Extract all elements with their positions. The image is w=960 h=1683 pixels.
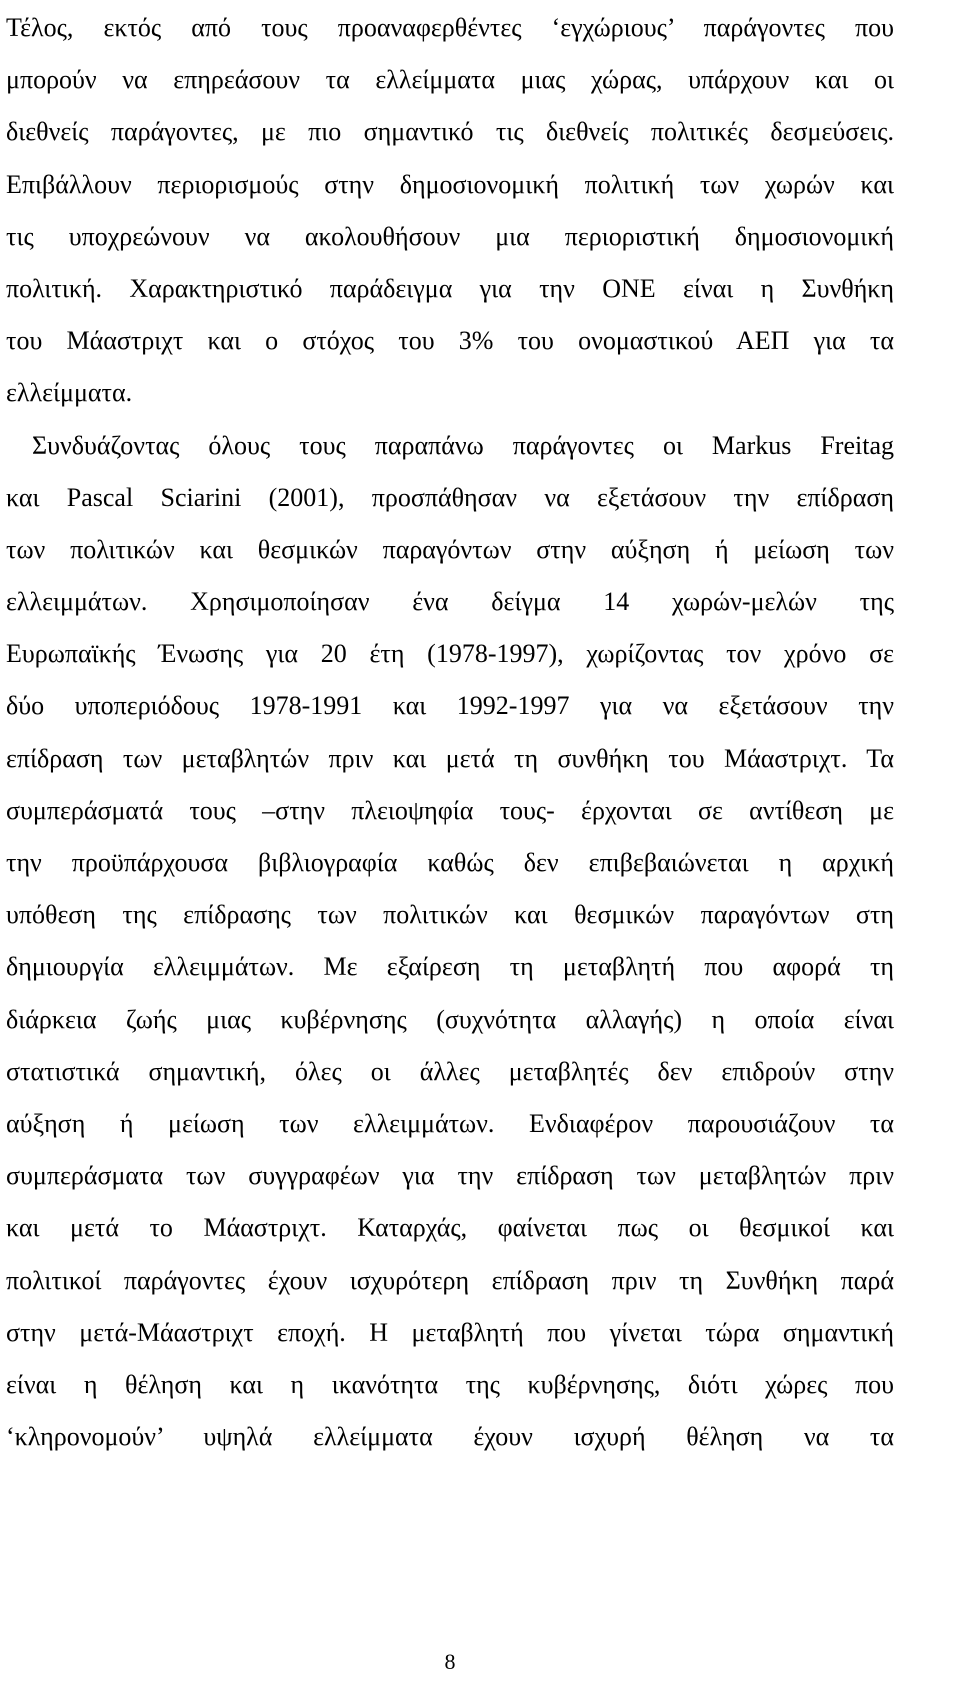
text-line: και Pascal Sciarini (2001), προσπάθησαν να εξετάσουν την επίδραση xyxy=(6,482,894,512)
text-line: πολιτική. Χαρακτηριστικό παράδειγμα για την ΟΝΕ είναι η Συνθήκη xyxy=(6,273,894,303)
body-text xyxy=(6,2,894,1463)
text-line: επίδραση των μεταβλητών πριν και μετά τη συνθήκη του Μάαστριχτ. Τα xyxy=(6,743,894,773)
text-line: στην μετά-Μάαστριχτ εποχή. Η μεταβλητή που γίνεται τώρα σημαντική xyxy=(6,1317,894,1347)
text-line: και μετά το Μάαστριχτ. Καταρχάς, φαίνεται πως οι θεσμικοί και xyxy=(6,1213,894,1243)
text-line: αύξηση ή μείωση των ελλειμμάτων. Ενδιαφέρον παρουσιάζουν τα xyxy=(6,1108,894,1138)
text-line: συμπεράσματά τους –στην πλειοψηφία τους- έρχονται σε αντίθεση με xyxy=(6,795,894,825)
text-line: ελλείμματα. xyxy=(6,378,133,408)
text-line: συμπεράσματα των συγγραφέων για την επίδραση των μεταβλητών πριν xyxy=(6,1161,894,1191)
text-line: μπορούν να επηρεάσουν τα ελλείμματα μιας χώρας, υπάρχουν και οι xyxy=(6,65,894,95)
text-line: διάρκεια ζωής μιας κυβέρνησης (συχνότητα αλλαγής) η οποία είναι xyxy=(6,1004,894,1034)
text-line: Ευρωπαϊκής Ένωσης για 20 έτη (1978-1997), χωρίζοντας τον χρόνο σε xyxy=(6,639,894,669)
text-line: του Μάαστριχτ και ο στόχος του 3% του ονομαστικού ΑΕΠ για τα xyxy=(6,326,894,356)
text-line: Επιβάλλουν περιορισμούς στην δημοσιονομική πολιτική των χωρών και xyxy=(6,169,894,199)
page-number: 8 xyxy=(444,1649,456,1674)
text-line: ‘κληρονομούν’ υψηλά ελλείμματα έχουν ισχυρή θέληση να τα xyxy=(6,1422,894,1452)
text-line: την προϋπάρχουσα βιβλιογραφία καθώς δεν επιβεβαιώνεται η αρχική xyxy=(6,848,894,877)
text-line: Τέλος, εκτός από τους προαναφερθέντες ‘εγχώριους’ παράγοντες που xyxy=(6,13,894,42)
text-line: στατιστικά σημαντική, όλες οι άλλες μεταβλητές δεν επιδρούν στην xyxy=(6,1056,894,1086)
text-line: είναι η θέληση και η ικανότητα της κυβέρνησης, διότι χώρες που xyxy=(6,1369,894,1399)
text-line: πολιτικοί παράγοντες έχουν ισχυρότερη επίδραση πριν τη Συνθήκη παρά xyxy=(6,1265,894,1295)
text-line: δημιουργία ελλειμμάτων. Με εξαίρεση τη μεταβλητή που αφορά τη xyxy=(6,952,894,982)
text-line: διεθνείς παράγοντες, με πιο σημαντικό τις διεθνείς πολιτικές δεσμεύσεις. xyxy=(6,117,894,147)
text-line: των πολιτικών και θεσμικών παραγόντων στην αύξηση ή μείωση των xyxy=(6,534,894,564)
text-line: υπόθεση της επίδρασης των πολιτικών και θεσμικών παραγόντων στη xyxy=(6,900,894,930)
text-line: τις υποχρεώνουν να ακολουθήσουν μια περιοριστική δημοσιονομική xyxy=(6,221,894,251)
text-line: Συνδυάζοντας όλους τους παραπάνω παράγοντες οι Markus Freitag xyxy=(32,430,894,460)
text-line: ελλειμμάτων. Χρησιμοποίησαν ένα δείγμα 14 χωρών-μελών της xyxy=(6,587,894,617)
text-line: δύο υποπεριόδους 1978-1991 και 1992-1997 για να εξετάσουν την xyxy=(6,691,894,721)
